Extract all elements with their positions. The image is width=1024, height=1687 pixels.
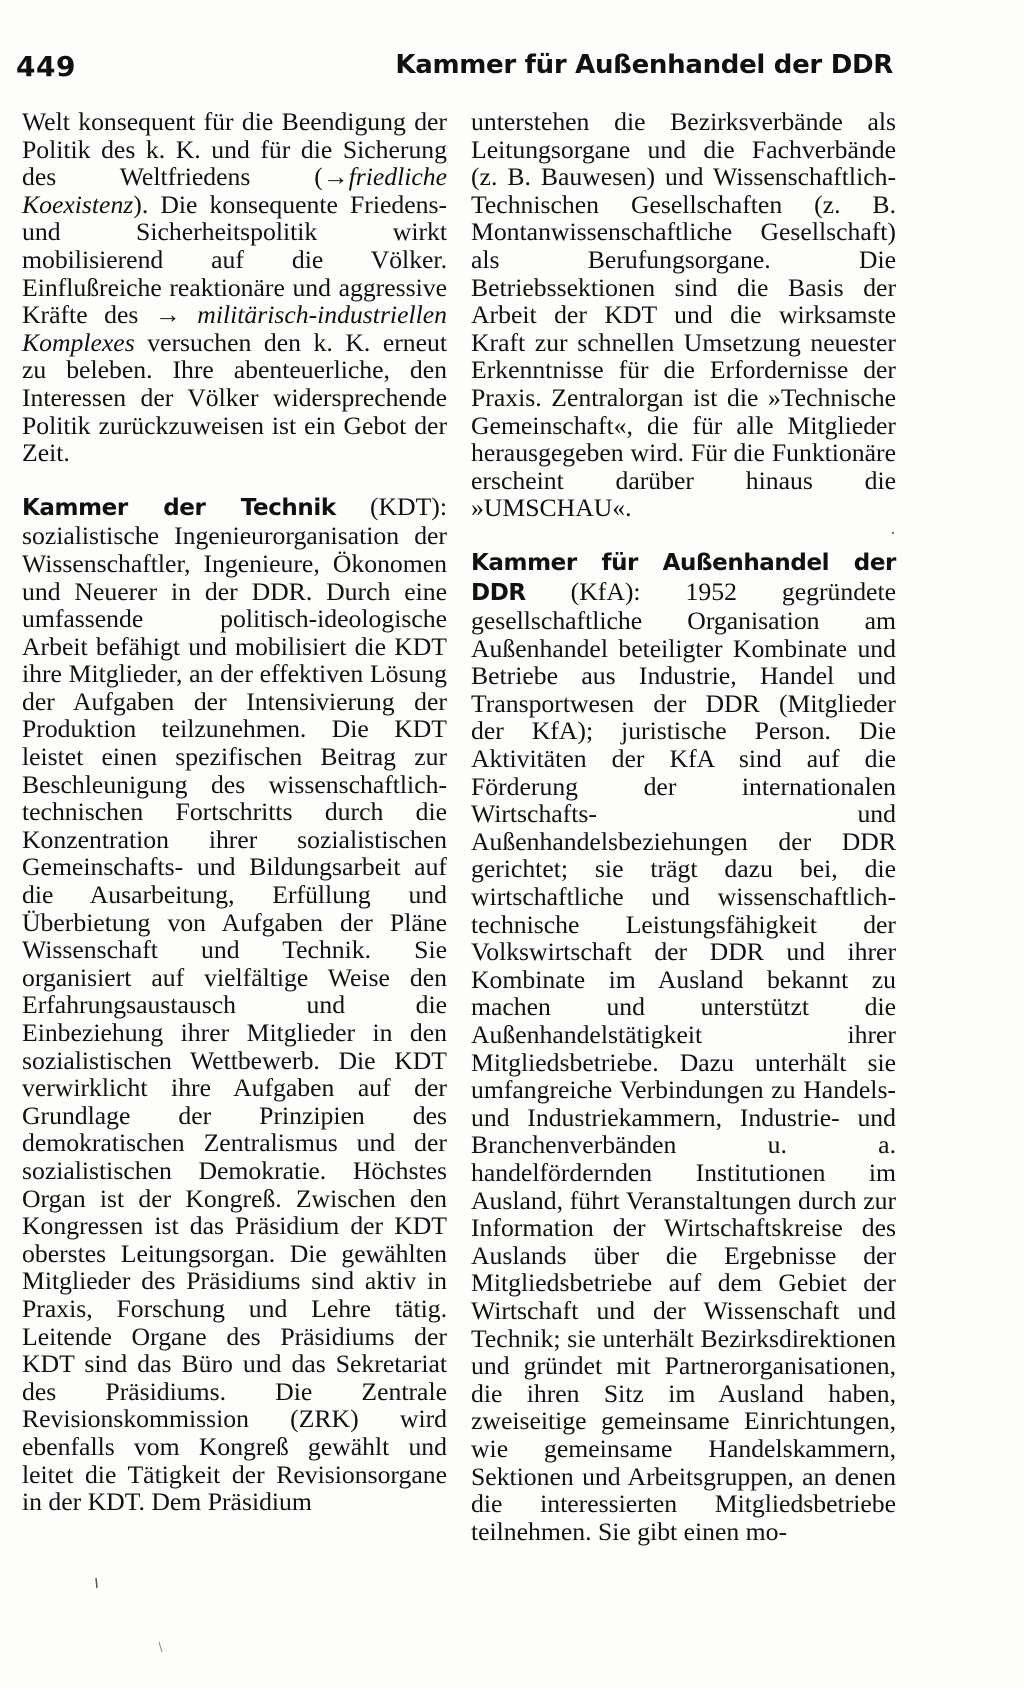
page-number: 449 <box>16 50 76 83</box>
cross-reference-arrow-icon: → <box>322 162 349 192</box>
scan-speck <box>96 1578 97 1588</box>
entry-body: 1952 gegründete gesellschaftliche Organisation am Außenhandel beteiligter Kombinate und Betriebe aus Industrie, Handel und Transportwesen der DDR (Mitglieder der KfA); juristische Person. Die Aktivitäten der KfA sind auf die Förderung der internationalen Wirtschafts- und Außenhandelsbeziehungen der DDR gerichtet; sie trägt dazu bei, die wirtschaftliche und wissenschaftlich-technische Leistungsfähigkeit der Volkswirtschaft der DDR und ihrer Kombinate im Ausland bekannt zu machen und unterstützt die Außenhandelstätigkeit ihrer Mitgliedsbetriebe. Dazu unterhält sie umfangreiche Verbindungen zu Handels- und Industriekammern, Industrie- und Branchenverbänden u. a. handelfördernden Institutionen im Ausland, führt Veranstaltungen durch zur Information der Wirtschaftskreise des Auslands über die Ergebnisse der Mitgliedsbetriebe auf dem Gebiet der Wirtschaft und der Wissenschaft und Technik; sie unterhält Bezirksdirektionen und gründet mit Partnerorganisationen, die ihren Sitz im Ausland haben, zweiseitige gemeinsame Einrichtungen, wie gemeinsame Handelskammern, Sektionen und Arbeitsgruppen, an denen die interessierten Mitgliedsbetriebe teilnehmen. Sie gibt einen mo- <box>471 576 896 1546</box>
scan-speck <box>892 532 894 534</box>
headword: Kammer für Außenhandel der DDR <box>471 549 896 606</box>
cross-reference-arrow-icon: → <box>155 300 181 330</box>
text-segment: ). Die konsequente Friedens- und Sicherheitspolitik wirkt mobilisierend auf die Völker. Einflußreiche reaktionäre und aggressive Kräfte des <box>22 189 447 330</box>
text-segment: Welt konsequent für die Beendigung der Politik des k. K. und für die Sicherung des Weltfriedens ( <box>22 107 447 192</box>
headword-abbreviation: (KfA): <box>525 576 686 606</box>
cross-reference-friedliche-koexistenz: friedliche Koexistenz <box>22 162 447 219</box>
entry-body: sozialistische Ingenieurorganisation der Wissenschaftler, Ingenieure, Ökonomen und Neuerer in der DDR. Durch eine umfassende politisch-ideologische Arbeit befähigt und mobilisiert die KDT ihre Mitglieder, an der effektiven Lösung der Aufgaben der Intensivierung der Produktion teilzunehmen. Die KDT leistet einen spezifischen Beitrag zur Beschleunigung des wissenschaftlich-technischen Fortschritts durch die Konzentration ihrer sozialistischen Gemeinschafts- und Bildungsarbeit auf die Ausarbeitung, Erfüllung und Überbietung von Aufgaben der Pläne Wissenschaft und Technik. Sie organisiert auf vielfältige Weise den Erfahrungsaustausch und die Einbeziehung ihrer Mitglieder in den sozialistischen Wettbewerb. Die KDT verwirklicht ihre Aufgaben auf der Grundlage der Prinzipien des demokratischen Zentralismus und der sozialistischen Demokratie. Höchstes Organ ist der Kongreß. Zwischen den Kongressen ist das Präsidium der KDT oberstes Leitungsorgan. Die gewählten Mitglieder des Präsidiums sind aktiv in Praxis, Forschung und Lehre tätig. Leitende Organe des Präsidiums der KDT sind das Büro und das Sekretariat des Präsidiums. Die Zentrale Revisionskommission (ZRK) wird ebenfalls vom Kongreß gewählt und leitet die Tätigkeit der Revisionsorgane in der KDT. Dem Präsidium <box>22 521 447 1517</box>
headword: Kammer der Technik <box>22 494 336 521</box>
scan-speck <box>159 1642 162 1652</box>
cross-reference-militaerisch-industrieller-komplex: militärisch-industriellen Komplexes <box>22 300 447 357</box>
continued-entry-text: unterstehen die Bezirksverbände als Leitungsorgane und die Fachverbände (z. B. Bauwesen) und Wissenschaftlich-Technischen Gesellschaften (z. B. Montanwissenschaftliche Gesellschaft) als Berufungsorgane. Die Betriebssektionen sind die Basis der Arbeit der KDT und die wirksamste Kraft zur schnellen Umsetzung neuester Erkenntnisse für die Erfordernisse der Praxis. Zentralorgan ist die »Technische Gemeinschaft«, die für alle Mitglieder herausgegeben wird. Für die Funktionäre erscheint darüber hinaus die »UMSCHAU«. <box>471 107 896 523</box>
running-head: Kammer für Außenhandel der DDR <box>395 50 893 80</box>
text-segment: versuchen den k. K. erneut zu beleben. Ihre abenteuerliche, den Interessen der Völker widersprechende Politik zurückzuweisen ist ein Gebot der Zeit. <box>22 327 447 468</box>
headword-abbreviation: (KDT): <box>335 491 447 521</box>
